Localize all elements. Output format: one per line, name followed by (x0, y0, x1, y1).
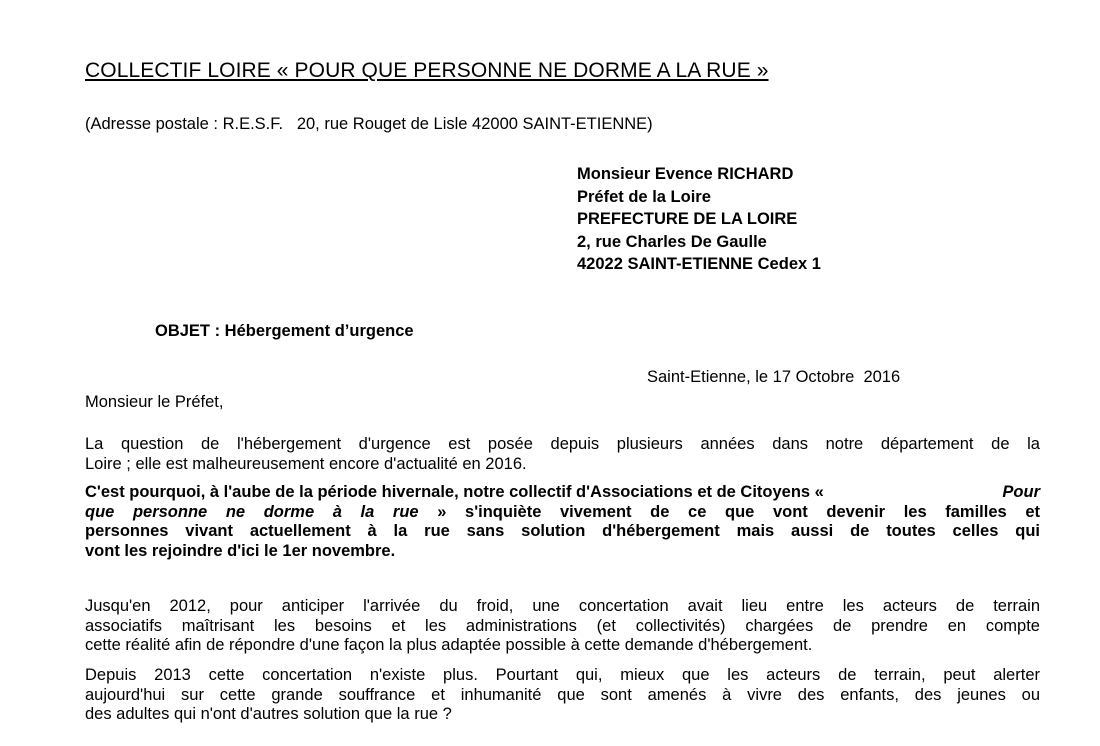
paragraph-line: vont les rejoindre d'ici le 1er novembre. (85, 541, 396, 560)
recipient-name: Monsieur Evence RICHARD (577, 165, 794, 183)
collective-name-italic: que personne ne dorme à la rue (85, 502, 419, 521)
paragraph-line: associatifs maîtrisant les besoins et les administrations (et collectivités) chargées de prendre en compte (85, 616, 1040, 635)
recipient-block (577, 163, 821, 276)
collective-name-italic: Pour (1002, 483, 1040, 501)
paragraph-line: La question de l'hébergement d'urgence est posée depuis plusieurs années dans notre département de la (85, 435, 1040, 453)
paragraph-line: Jusqu'en 2012, pour anticiper l'arrivée du froid, une concertation avait lieu entre les acteurs de terrain (85, 597, 1040, 615)
paragraph-line: aujourd'hui sur cette grande souffrance et inhumanité que sont amenés à vivre des enfants, des jeunes ou (85, 685, 1040, 704)
recipient-title: Préfet de la Loire (577, 187, 711, 206)
date-line: Saint-Etienne, le 17 Octobre 2016 (647, 368, 901, 386)
paragraph-text: » s'inquiète vivement de ce que vont devenir les familles et (418, 502, 1040, 521)
paragraph-line: cette réalité afin de répondre d'une façon la plus adaptée possible à cette demande d'hébergement. (85, 636, 813, 654)
paragraph-line: personnes vivant actuellement à la rue sans solution d'hébergement mais aussi de toutes celles qui (85, 522, 1040, 540)
recipient-street: 2, rue Charles De Gaulle (577, 232, 767, 251)
paragraph-1 (85, 435, 1040, 474)
paragraph-line: Depuis 2013 cette concertation n'existe plus. Pourtant qui, mieux que les acteurs de terrain, peut alerter (85, 666, 1040, 684)
paragraph-line (85, 483, 1040, 503)
paragraph-line: Loire ; elle est malheureusement encore d'actualité en 2016. (85, 454, 527, 473)
letter-heading: COLLECTIF LOIRE « POUR QUE PERSONNE NE DORME A LA RUE » (85, 59, 769, 82)
subject-line: OBJET : Hébergement d’urgence (155, 322, 414, 340)
paragraph-line: des adultes qui n'ont d'autres solution que la rue ? (85, 705, 452, 723)
paragraph-text-group (85, 503, 1040, 523)
recipient-city: 42022 SAINT-ETIENNE Cedex 1 (577, 255, 821, 273)
paragraph-line (85, 503, 1040, 523)
paragraph-3 (85, 597, 1040, 656)
paragraph-text: C'est pourquoi, à l'aube de la période hivernale, notre collectif d'Associations et de Citoyens « (85, 483, 824, 501)
postal-address: (Adresse postale : R.E.S.F. 20, rue Rouget de Lisle 42000 SAINT-ETIENNE) (85, 115, 653, 133)
recipient-office: PREFECTURE DE LA LOIRE (577, 210, 798, 228)
paragraph-2 (85, 483, 1040, 561)
salutation: Monsieur le Préfet, (85, 393, 224, 411)
paragraph-4 (85, 666, 1040, 725)
